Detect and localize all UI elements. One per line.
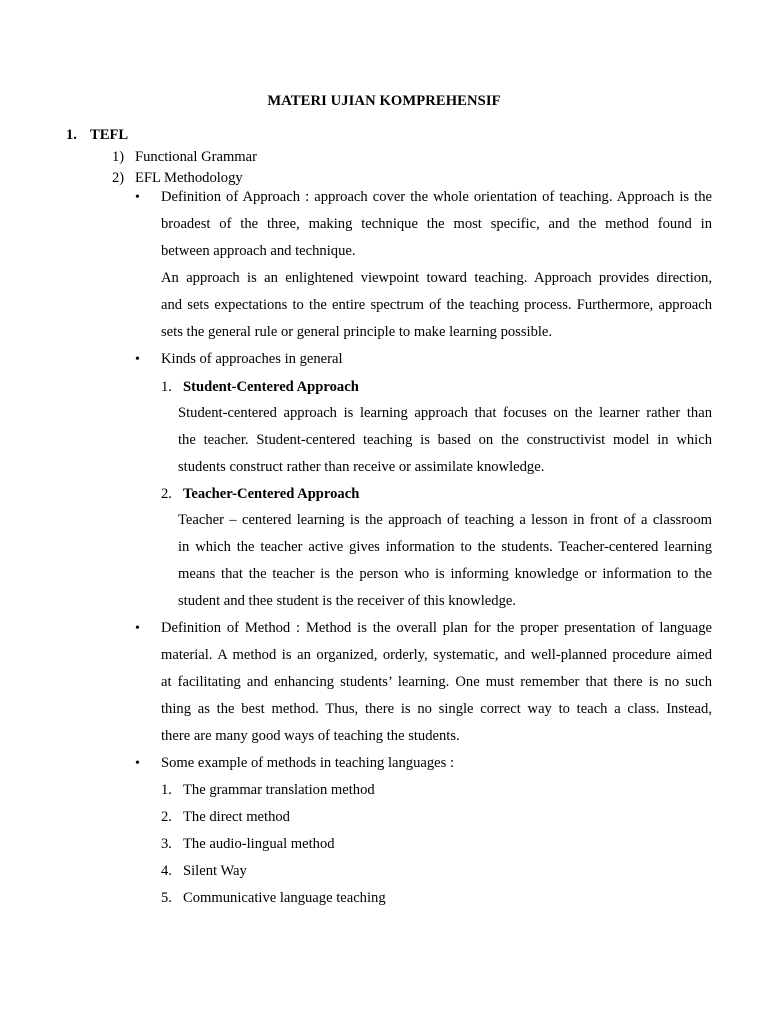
text-line: at facilitating and enhancing students’ learning. One must remember that there is no such: [161, 674, 712, 690]
section-number: 1.: [66, 127, 77, 143]
approach-description: [178, 400, 712, 481]
subsection-label: Functional Grammar: [135, 149, 257, 165]
approach-number: 2.: [161, 486, 172, 502]
method-label: The audio-lingual method: [183, 836, 335, 852]
bullet-icon: •: [135, 756, 140, 771]
method-label: The direct method: [183, 809, 290, 825]
text-line: Kinds of approaches in general: [161, 351, 343, 367]
method-number: 2.: [161, 809, 172, 825]
text-line: Teacher – centered learning is the approach of teaching a lesson in front of a classroom: [178, 512, 712, 528]
text-line: sets the general rule or general principle to make learning possible.: [161, 324, 553, 340]
approach-number: 1.: [161, 379, 172, 395]
subsection-number: 1): [112, 149, 125, 165]
text-line: broadest of the three, making technique the most specific, and the method found in: [161, 216, 712, 232]
text-line: Definition of Method : Method is the overall plan for the proper presentation of language: [161, 620, 712, 636]
methods-heading: [161, 750, 712, 777]
method-label: The grammar translation method: [183, 782, 375, 798]
text-line: means that the teacher is the person who is informing knowledge or information to the: [178, 566, 712, 582]
approach-item: [161, 486, 359, 503]
text-line: the teacher. Student-centered teaching is based on the constructivist model in which: [178, 432, 712, 448]
approach-label: Student-Centered Approach: [183, 379, 359, 395]
text-line: students construct rather than receive or assimilate knowledge.: [178, 459, 545, 475]
text-line: student and thee student is the receiver of this knowledge.: [178, 593, 516, 609]
method-item: [161, 890, 386, 907]
text-line: thing as the best method. Thus, there is no single correct way to teach a class. Instead,: [161, 701, 712, 717]
method-item: [161, 836, 335, 853]
bullet-icon: •: [135, 621, 140, 636]
text-line: An approach is an enlightened viewpoint toward teaching. Approach provides direction,: [161, 270, 712, 286]
bullet-icon: •: [135, 352, 140, 367]
method-number: 5.: [161, 890, 172, 906]
method-number: 1.: [161, 782, 172, 798]
method-definition: [161, 615, 712, 750]
text-line: Student-centered approach is learning approach that focuses on the learner rather than: [178, 405, 712, 421]
subsection-label: EFL Methodology: [135, 170, 243, 186]
section-label: TEFL: [90, 127, 129, 143]
text-line: between approach and technique.: [161, 243, 356, 259]
section-heading: [66, 127, 128, 144]
method-number: 3.: [161, 836, 172, 852]
method-item: [161, 809, 290, 826]
kinds-heading: [161, 346, 712, 373]
method-item: [161, 863, 247, 880]
approach-definition: [161, 184, 712, 346]
method-label: Communicative language teaching: [183, 890, 386, 906]
text-line: material. A method is an organized, orderly, systematic, and well-planned procedure aimed: [161, 647, 712, 663]
method-item: [161, 782, 375, 799]
page-title: MATERI UJIAN KOMPREHENSIF: [267, 93, 501, 109]
text-line: Some example of methods in teaching languages :: [161, 755, 455, 771]
method-number: 4.: [161, 863, 172, 879]
approach-item: [161, 379, 359, 396]
text-line: Definition of Approach : approach cover the whole orientation of teaching. Approach is the: [161, 189, 712, 205]
text-line: and sets expectations to the entire spectrum of the teaching process. Furthermore, approach: [161, 297, 712, 313]
subsection-item: [112, 149, 257, 166]
subsection-number: 2): [112, 170, 125, 186]
text-line: in which the teacher active gives information to the students. Teacher-centered learning: [178, 539, 712, 555]
method-label: Silent Way: [183, 863, 247, 879]
text-line: there are many good ways of teaching the students.: [161, 728, 460, 744]
approach-description: [178, 507, 712, 615]
approach-label: Teacher-Centered Approach: [183, 486, 360, 502]
bullet-icon: •: [135, 190, 140, 205]
